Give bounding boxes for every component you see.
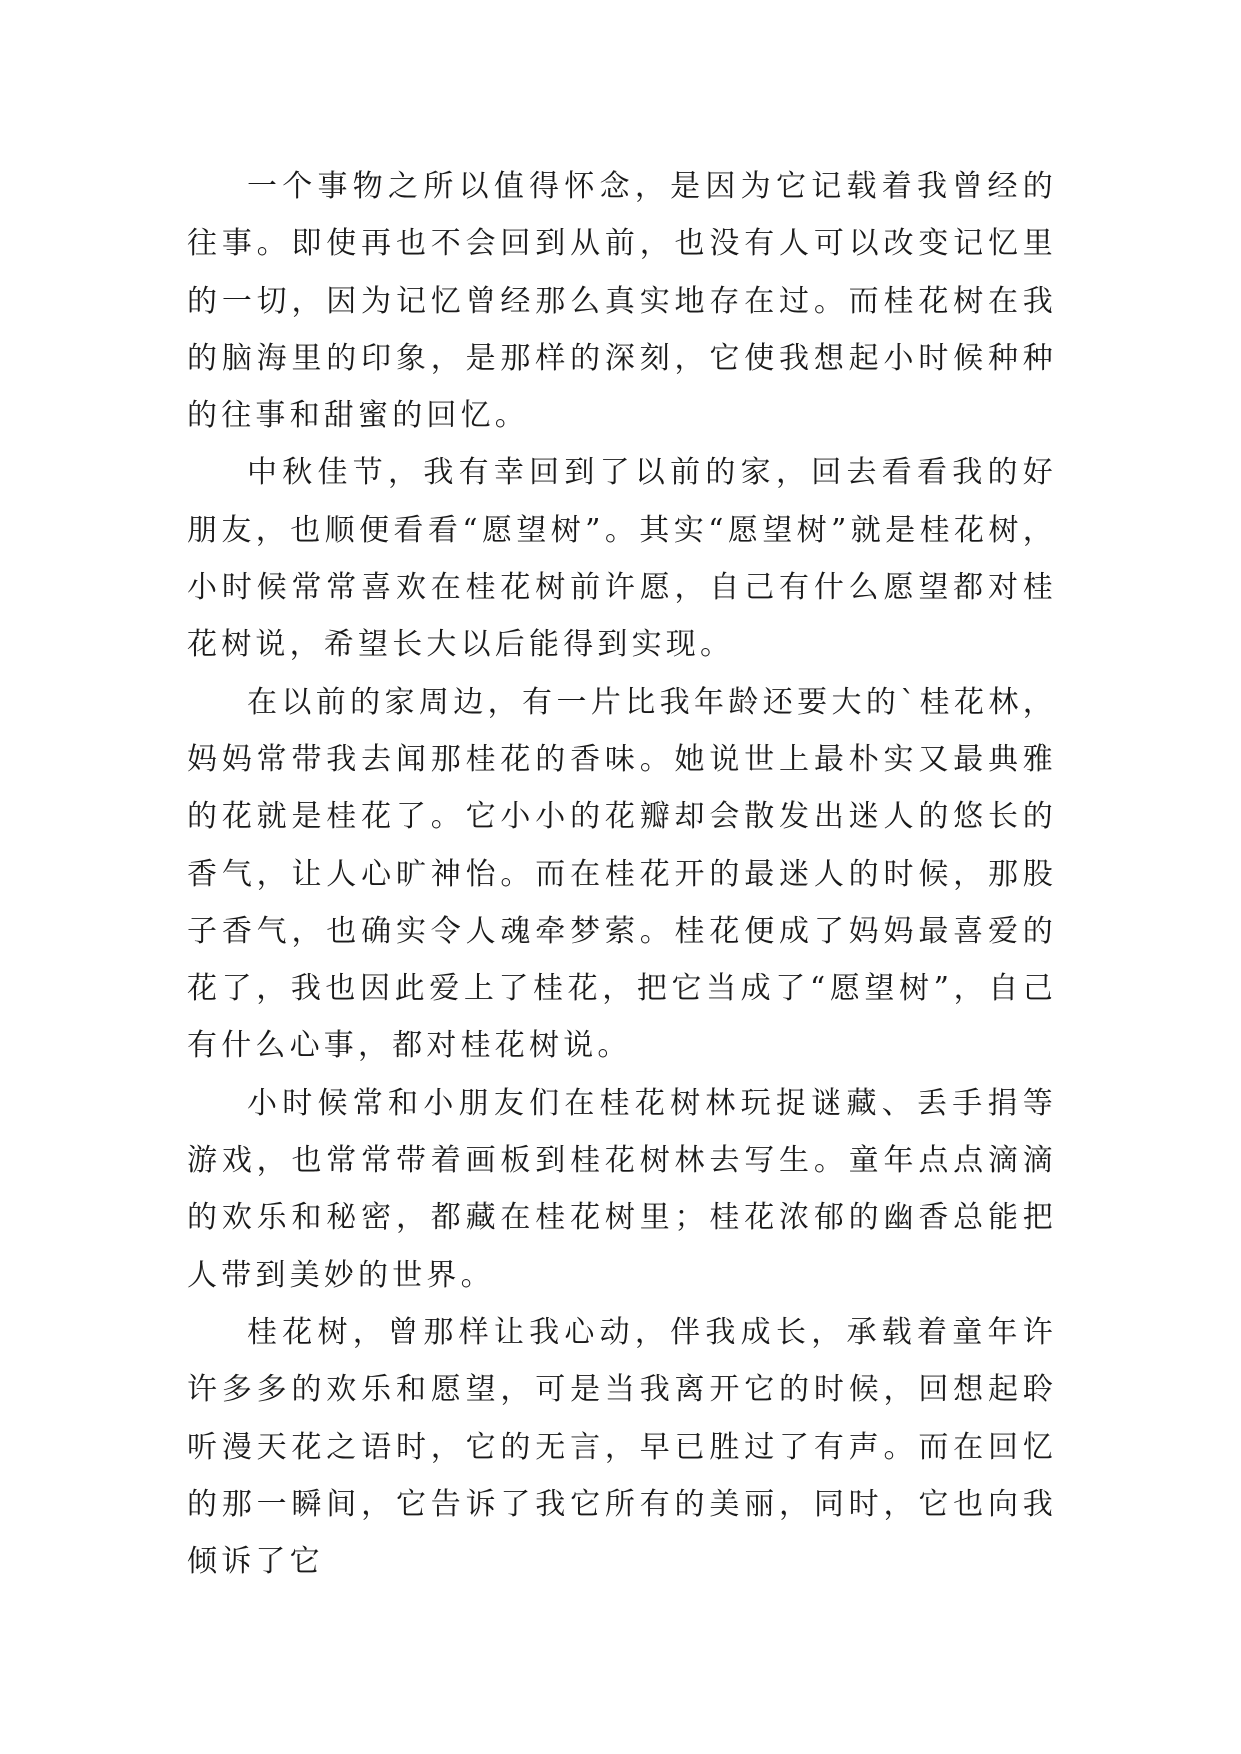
paragraph-2: 中秋佳节，我有幸回到了以前的家，回去看看我的好朋友，也顺便看看“愿望树”。其实“愿望树”就是桂花树，小时候常常喜欢在桂花树前许愿，自己有什么愿望都对桂花树说，希望长大以后能得到实现。 xyxy=(187,455,1057,663)
paragraph-3: 在以前的家周边，有一片比我年龄还要大的`桂花林，妈妈常带我去闻那桂花的香味。她说世上最朴实又最典雅的花就是桂花了。它小小的花瓣却会散发出迷人的悠长的香气，让人心旷神怡。而在桂花开的最迷人的时候，那股子香气，也确实令人魂牵梦萦。桂花便成了妈妈最喜爱的花了，我也因此爱上了桂花，把它当成了“愿望树”，自己有什么心事，都对桂花树说。 xyxy=(187,684,1057,1064)
essay-body xyxy=(187,158,1057,1590)
paragraph-5: 桂花树，曾那样让我心动，伴我成长，承载着童年许许多多的欢乐和愿望，可是当我离开它的时候，回想起聆听漫天花之语时，它的无言，早已胜过了有声。而在回忆的那一瞬间，它告诉了我它所有的美丽，同时，它也向我倾诉了它 xyxy=(187,1314,1057,1580)
paragraph-4: 小时候常和小朋友们在桂花树林玩捉谜藏、丢手捐等游戏，也常常带着画板到桂花树林去写生。童年点点滴滴的欢乐和秘密，都藏在桂花树里；桂花浓郁的幽香总能把人带到美妙的世界。 xyxy=(187,1085,1057,1293)
paragraph-1: 一个事物之所以值得怀念，是因为它记载着我曾经的往事。即使再也不会回到从前，也没有人可以改变记忆里的一切，因为记忆曾经那么真实地存在过。而桂花树在我的脑海里的印象，是那样的深刻，它使我想起小时候种种的往事和甜蜜的回忆。 xyxy=(187,169,1057,434)
